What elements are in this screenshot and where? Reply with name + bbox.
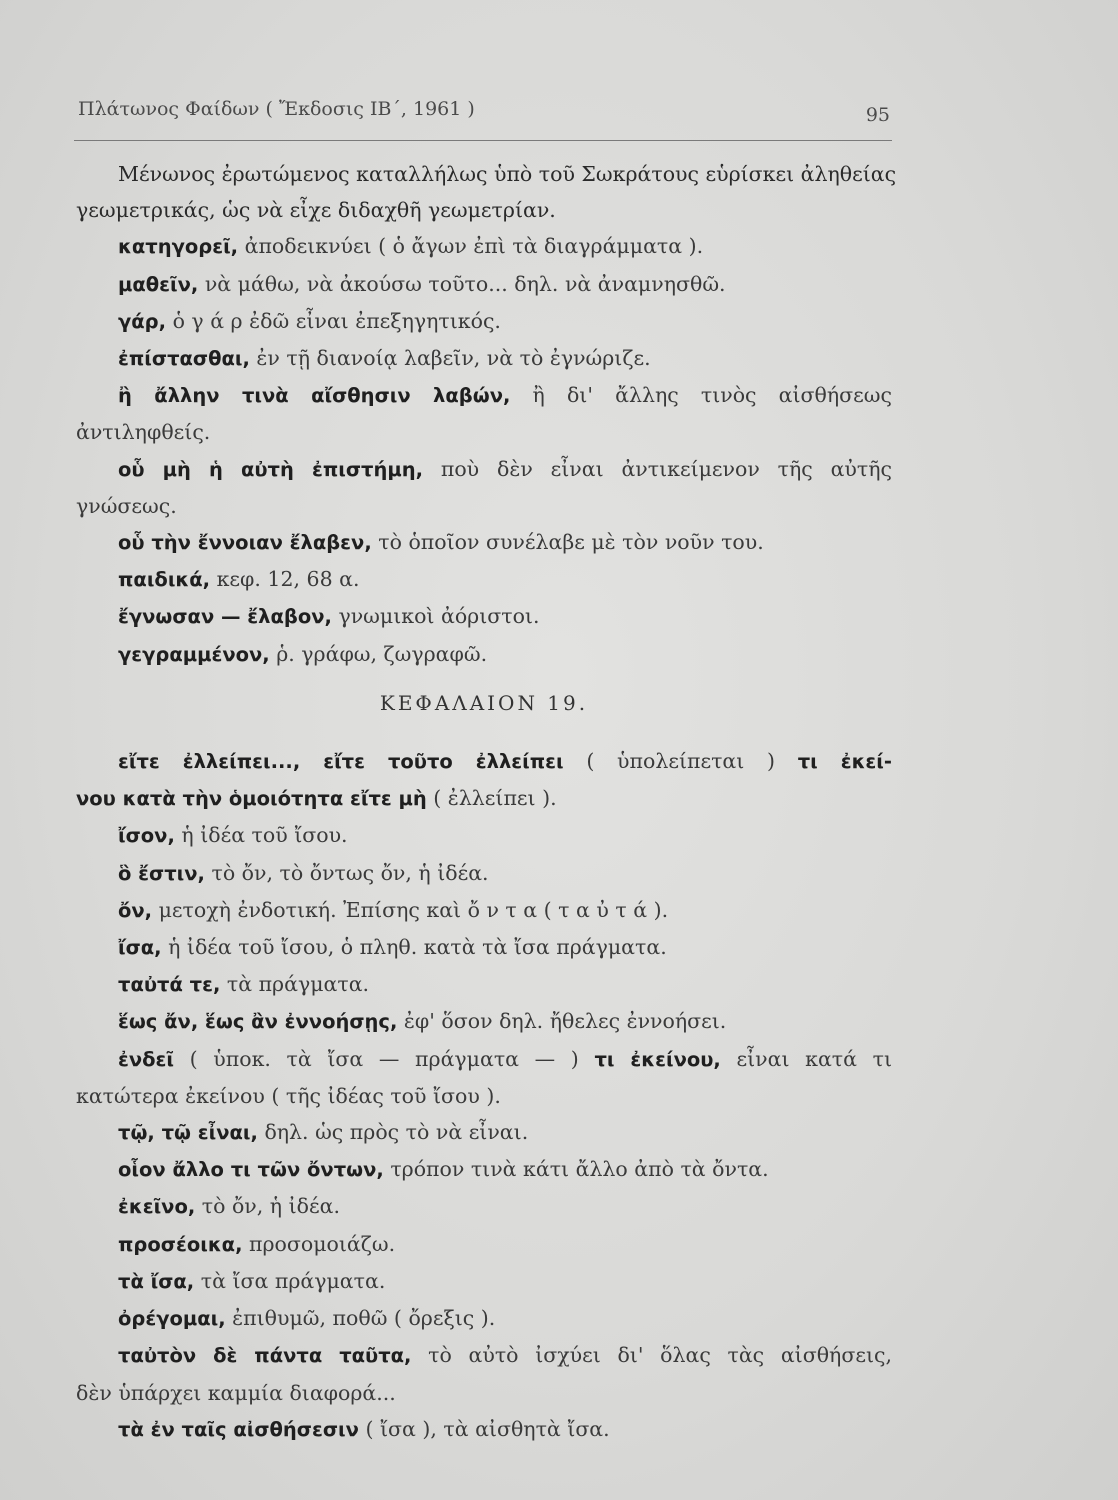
entry [76, 855, 892, 892]
gloss: προσομοιάζω. [242, 1231, 396, 1256]
lemma: ἕως ἄν, ἕως ἂν ἐννοήσῃς, [118, 1010, 398, 1034]
gloss: ὁ γ ά ρ ἐδῶ εἶναι ἐπεξηγητικός. [166, 308, 501, 333]
entry [76, 1411, 892, 1448]
lemma: παιδικά, [118, 568, 211, 592]
intro-line-2: γεωμετρικάς, ὡς νὰ εἶχε διδαχθῆ γεωμετρίαν. [76, 198, 556, 223]
entry [76, 743, 892, 780]
entry-continuation: κατώτερα ἐκείνου ( τῆς ἰδέας τοῦ ἴσου ). [76, 1083, 501, 1108]
lemma: τι ἐκεί- [797, 750, 892, 774]
gloss: τὸ ὄν, ἡ ἰδέα. [195, 1194, 340, 1219]
lemma: γάρ, [118, 309, 167, 333]
entry [76, 966, 892, 1003]
lemma: οὗ μὴ ἡ αὐτὴ ἐπιστήμη, [118, 457, 424, 481]
gloss: εἶναι κατά τι [720, 1046, 893, 1071]
entry [76, 266, 892, 303]
entry-continuation: δὲν ὑπάρχει καμμία διαφορά... [76, 1380, 396, 1405]
entry [76, 451, 892, 488]
gloss: ἀποδεικνύει ( ὁ ἄγων ἐπὶ τὰ διαγράμματα ). [238, 234, 704, 259]
lemma: μαθεῖν, [118, 272, 199, 296]
gloss: τὰ ἴσα πράγματα. [194, 1268, 386, 1293]
entry-continuation: ἀντιληφθείς. [76, 420, 211, 445]
entry [76, 892, 892, 929]
lemma: ἢ ἄλλην τινὰ αἴσθησιν λαβών, [118, 384, 511, 408]
lemma: ἴσα, [118, 936, 162, 960]
gloss: γνωμικοὶ ἀόριστοι. [331, 604, 540, 629]
entry-continuation [76, 780, 892, 817]
gloss: τὸ ὁποῖον συνέλαβε μὲ τὸν νοῦν του. [371, 530, 764, 555]
entry [76, 1151, 892, 1188]
gloss: ( ἴσα ), τὰ αἰσθητὰ ἴσα. [358, 1416, 610, 1441]
gloss: ( ὑποκ. τὰ ἴσα — πράγματα — ) [174, 1046, 595, 1071]
lemma: τι ἐκείνου, [594, 1047, 721, 1071]
gloss: ἐν τῇ διανοίᾳ λαβεῖν, νὰ τὸ ἐγνώριζε. [249, 346, 651, 371]
lemma: κατηγορεῖ, [118, 235, 239, 259]
gloss: τὸ ὄν, τὸ ὄντως ὄν, ἡ ἰδέα. [204, 860, 489, 885]
entry [76, 524, 892, 561]
lemma: προσέοικα, [118, 1232, 243, 1256]
chapter-heading: ΚΕΦΑΛΑΙΟΝ 19. [379, 690, 589, 715]
lemma: ὃ ἔστιν, [118, 861, 205, 885]
gloss: μετοχὴ ἐνδοτική. Ἐπίσης καὶ ὄ ν τ α ( τ α ὐ τ ά ). [152, 897, 669, 922]
gloss: νὰ μάθω, νὰ ἀκούσω τοῦτο... δηλ. νὰ ἀναμνησθῶ. [198, 271, 726, 296]
lemma: ἐκεῖνο, [118, 1195, 196, 1219]
page-number: 95 [865, 104, 890, 126]
lemma: τὰ ἐν ταῖς αἰσθήσεσιν [118, 1417, 359, 1441]
entry [76, 1226, 892, 1263]
entry [76, 1337, 892, 1374]
header-rule [74, 140, 892, 141]
gloss: τὰ πράγματα. [220, 972, 370, 997]
lemma: γεγραμμένον, [118, 642, 270, 666]
lemma: εἴτε ἐλλείπει..., [118, 750, 301, 774]
lemma: ὄν, [118, 898, 153, 922]
lemma: ταὐτὸν δὲ πάντα ταῦτα, [118, 1344, 412, 1368]
entry [76, 228, 892, 265]
entry [76, 340, 892, 377]
entry [76, 636, 892, 673]
intro-line-1: Μένωνος ἐρωτώμενος καταλλήλως ὑπὸ τοῦ Σωκράτους εὑρίσκει ἀληθείας [118, 162, 897, 186]
entry [76, 377, 892, 414]
entry [76, 1300, 892, 1337]
lemma: τῷ, τῷ εἶναι, [118, 1121, 258, 1145]
gloss: ( ὑπολείπεται ) [563, 749, 798, 774]
entry [76, 561, 892, 598]
gloss: ( ἐλλείπει ). [426, 786, 557, 811]
entry [76, 1041, 892, 1078]
lemma: ἴσον, [118, 824, 175, 848]
entry [76, 303, 892, 340]
gloss: τὸ αὐτὸ ἰσχύει δι' ὅλας τὰς αἰσθήσεις, [411, 1343, 892, 1368]
gloss: ἐφ' ὅσον δηλ. ἤθελες ἐννοήσει. [397, 1009, 727, 1034]
entry [76, 1263, 892, 1300]
lemma: νου κατὰ τὴν ὁμοιότητα εἴτε μὴ [76, 787, 427, 811]
gloss: κεφ. 12, 68 α. [210, 567, 360, 592]
entry [76, 1003, 892, 1040]
entry [76, 929, 892, 966]
gloss: ἐπιθυμῶ, ποθῶ ( ὄρεξις ). [225, 1306, 496, 1331]
entry [76, 598, 892, 635]
lemma: ταὐτά τε, [118, 973, 221, 997]
lemma: εἴτε τοῦτο ἐλλείπει [300, 750, 564, 774]
gloss: ποὺ δὲν εἶναι ἀντικείμενον τῆς αὐτῆς [423, 456, 892, 481]
entry [76, 1188, 892, 1225]
lemma: οἷον ἄλλο τι τῶν ὄντων, [118, 1158, 384, 1182]
gloss: δηλ. ὡς πρὸς τὸ νὰ εἶναι. [257, 1120, 529, 1145]
entry [76, 817, 892, 854]
lemma: ἐνδεῖ [118, 1047, 174, 1071]
gloss: ἢ δι' ἄλλης τινὸς αἰσθήσεως [510, 383, 892, 408]
lemma: τὰ ἴσα, [118, 1269, 195, 1293]
lemma: οὗ τὴν ἔννοιαν ἔλαβεν, [118, 531, 372, 555]
lemma: ἐπίστασθαι, [118, 347, 250, 371]
gloss: ἡ ἰδέα τοῦ ἴσου. [174, 823, 348, 848]
running-title: Πλάτωνος Φαίδων ( Ἔκδοσις ΙΒ΄, 1961 ) [78, 98, 475, 120]
entry [76, 1114, 892, 1151]
lemma: ἔγνωσαν — ἔλαβον, [118, 605, 332, 629]
gloss: ἡ ἰδέα τοῦ ἴσου, ὁ πληθ. κατὰ τὰ ἴσα πράγματα. [161, 935, 667, 960]
entry-continuation: γνώσεως. [76, 493, 177, 518]
lemma: ὀρέγομαι, [118, 1307, 226, 1331]
gloss: ῥ. γράφω, ζωγραφῶ. [269, 641, 488, 666]
commentary-body [76, 156, 897, 1448]
gloss: τρόπον τινὰ κάτι ἄλλο ἀπὸ τὰ ὄντα. [383, 1157, 769, 1182]
